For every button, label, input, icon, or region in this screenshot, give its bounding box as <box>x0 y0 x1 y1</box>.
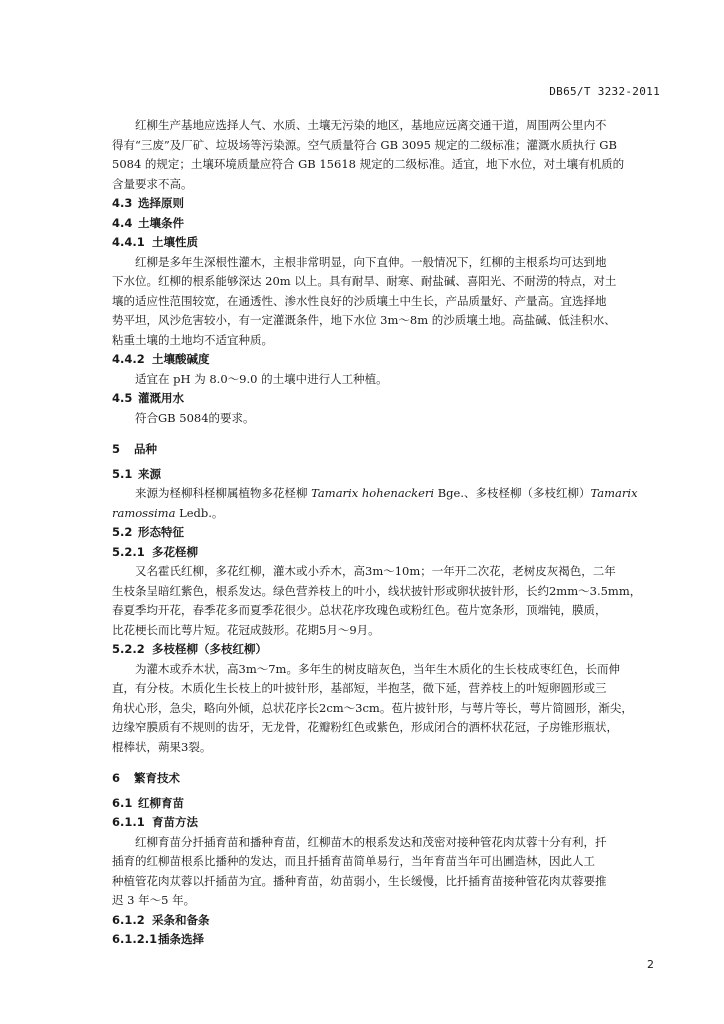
seedling-method-paragraph <box>112 833 662 911</box>
heading-5-2-2: 5.2.2 多枝柽柳（多枝红柳） <box>112 642 267 656</box>
heading-5-2: 5.2 形态特征 <box>112 525 184 539</box>
text-line: 生枝条呈暗红紫色，根系发达。绿色营养枝上的叶小，线状披针形或卵状披针形，长约2mm～3.5mm， <box>112 583 642 598</box>
text-line: 比花梗长而比萼片短。花冠成鼓形。花期5月～9月。 <box>112 622 380 637</box>
species-name: Tamarix hohenackeri <box>311 486 435 500</box>
text-line: 红柳是多年生深根性灌木，主根非常明显，向下直伸。一般情况下，红柳的主根系均可达到地 <box>135 254 607 269</box>
heading-4-3: 4.3 选择原则 <box>112 196 184 210</box>
irrigation-paragraph: 符合GB 5084的要求。 <box>135 410 255 425</box>
heading-5: 5 品种 <box>112 442 157 456</box>
heading-5-1: 5.1 来源 <box>112 466 161 481</box>
text-line: 种植管花肉苁蓉以扦插苗为宜。播种育苗，幼苗弱小，生长缓慢，比扦插育苗接种管花肉苁蓉要推 <box>112 873 607 888</box>
document-body <box>112 116 662 950</box>
tamarix-ramosissima-paragraph <box>112 660 662 758</box>
text-line: ramossima Ledb.。 <box>112 505 224 520</box>
text-line: 红柳生产基地应选择人气、水质、土壤无污染的地区，基地应远离交通干道，周围两公里内不 <box>135 118 607 132</box>
text-line: 角状心形，急尖，略向外倾，总状花序长2cm～3cm。苞片披针形，与萼片等长，萼片简圆形，渐尖， <box>112 700 633 715</box>
text-line: 粘重土壤的土地均不适宜种质。 <box>112 332 273 347</box>
text-line: 来源为柽柳科柽柳属植物多花柽柳 Tamarix hohenackeri Bge.、多枝柽柳（多枝红柳）Tamarix <box>135 486 638 500</box>
text-line: 势平坦，风沙危害较小，有一定灌溉条件，地下水位 3m～8m 的沙质壤土地。高盐碱、低洼积水、 <box>112 313 616 327</box>
text-line: 迟 3 年～5 年。 <box>112 893 196 907</box>
text-line: 边缘窄膜质有不规则的齿牙，无龙骨，花瓣粉红色或紫色，形成闭合的酒杯状花冠，子房锥形瓶状， <box>112 720 618 734</box>
heading-6: 6 繁育技术 <box>112 771 180 785</box>
text-line: 下水位。红柳的根系能够深达 20m 以上。具有耐旱、耐寒、耐盐碱、喜阳光、不耐涝的特点，对土 <box>112 274 617 288</box>
text-line: 直，有分枝。木质化生长枝上的叶披针形，基部短，半抱茎，微下延，营养枝上的叶短卵圆形或三 <box>112 681 607 695</box>
soil-properties-paragraph <box>112 253 662 351</box>
heading-6-1: 6.1 红柳育苗 <box>112 795 184 810</box>
species-name: ramossima <box>112 505 176 520</box>
text-line: 棍棒状，蒴果3裂。 <box>112 739 212 754</box>
heading-4-4: 4.4 土壤条件 <box>112 215 184 230</box>
heading-6-1-1: 6.1.1 育苗方法 <box>112 815 198 829</box>
intro-paragraph <box>112 116 662 194</box>
text-line: 插育的红柳苗根系比播种的发达，而且扦插育苗简单易行，当年育苗当年可出圃造林，因此人工 <box>112 854 595 868</box>
text-line: 含量要求不高。 <box>112 176 193 191</box>
heading-5-2-1: 5.2.1 多花柽柳 <box>112 544 198 559</box>
page-number: 2 <box>647 958 654 971</box>
text-line: 5084 的规定；土壤环境质量应符合 GB 15618 规定的二级标准。适宜，地下水位，对土壤有机质的 <box>112 157 625 171</box>
heading-4-4-1: 4.4.1 土壤性质 <box>112 235 198 249</box>
soil-ph-paragraph: 适宜在 pH 为 8.0～9.0 的土壤中进行人工种植。 <box>135 371 388 386</box>
heading-4-4-2: 4.4.2 土壤酸碱度 <box>112 352 210 366</box>
heading-4-5: 4.5 灌溉用水 <box>112 391 184 405</box>
text-line: 春夏季均开花，春季花多而夏季花很少。总状花序玫瑰色或粉红色。苞片宽条形，顶端钝，膜质， <box>112 603 607 617</box>
species-name: Tamarix <box>590 486 638 500</box>
text-line: 又名霍氏红柳，多花红柳，灌木或小乔木，高3m～10m；一年开二次花，老树皮灰褐色，二年 <box>135 564 616 578</box>
tamarix-hohenackeri-paragraph <box>112 562 662 640</box>
text-line: 壤的适应性范围较宽，在通透性、渗水性良好的沙质壤土中生长，产品质量好、产量高。宜选择地 <box>112 293 607 308</box>
text-line: 得有“三废”及厂矿、垃圾场等污染源。空气质量符合 GB 3095 规定的二级标准；灌溉水质执行 GB <box>112 137 617 152</box>
heading-6-1-2-1: 6.1.2.1插条选择 <box>112 932 204 946</box>
standard-code: DB65/T 3232-2011 <box>549 85 660 98</box>
text-line: 为灌木或乔木状，高3m～7m。多年生的树皮暗灰色，当年生木质化的生长枝成枣红色，长而伸 <box>135 661 620 676</box>
source-paragraph <box>112 484 662 523</box>
heading-6-1-2: 6.1.2 采条和备条 <box>112 912 210 927</box>
text-line: 红柳育苗分扦插育苗和播种育苗，红柳苗木的根系发达和茂密对接种管花肉苁蓉十分有利，扦 <box>135 834 607 849</box>
